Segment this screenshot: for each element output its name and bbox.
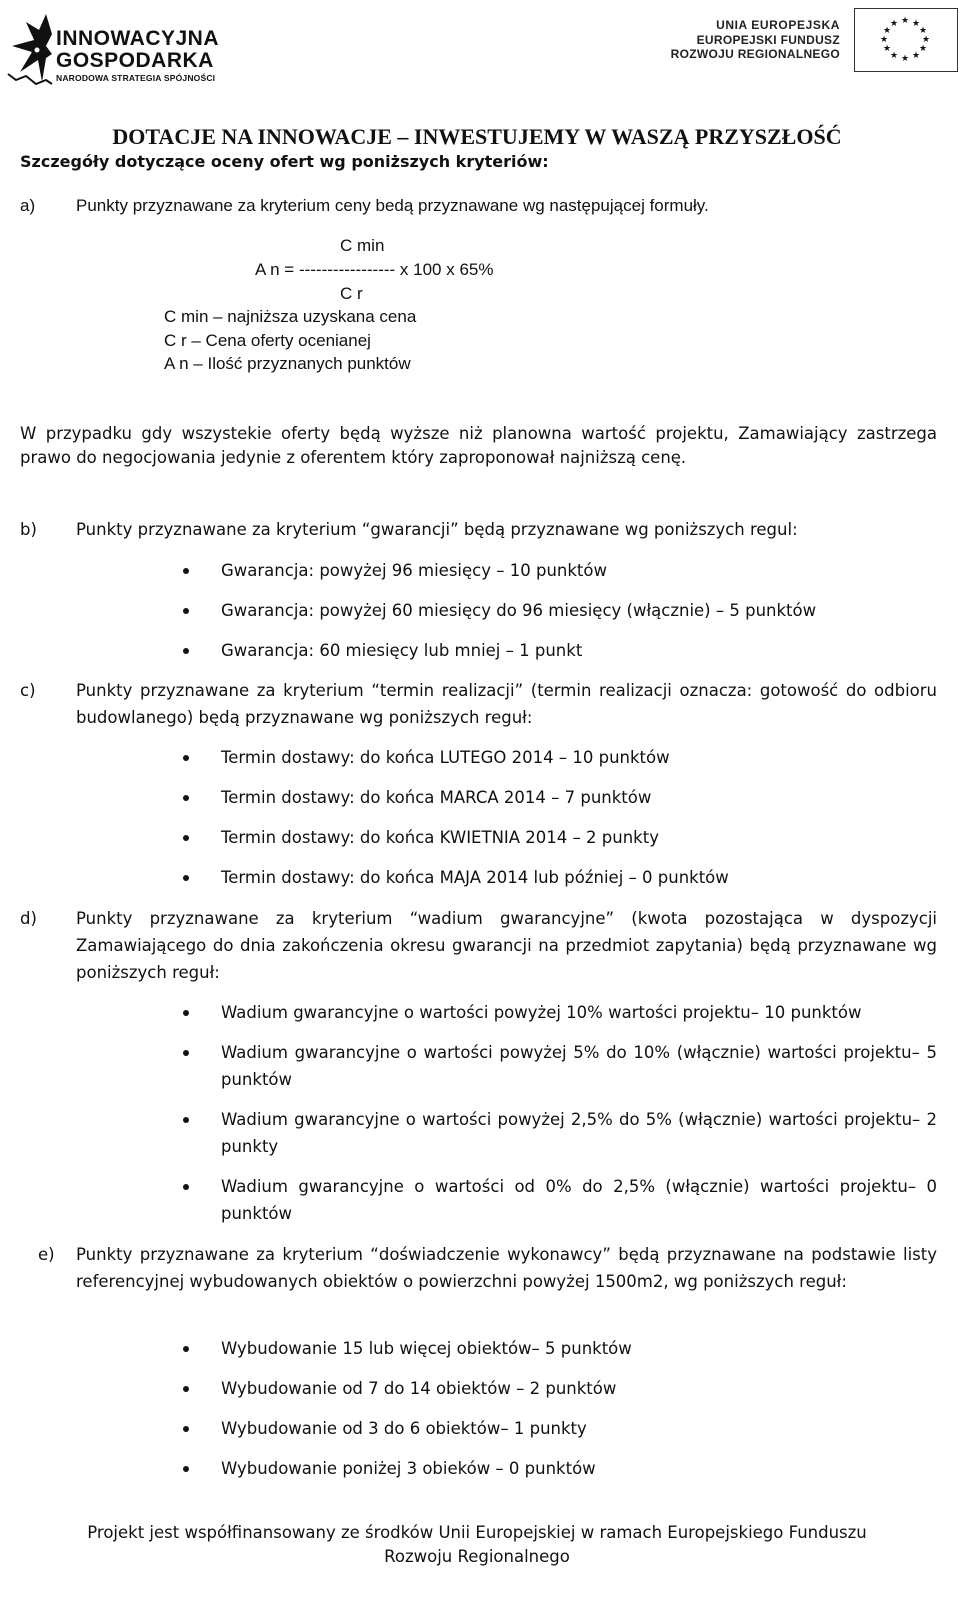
- list-item: Wadium gwarancyjne o wartości powyżej 2,5% do 5% (włącznie) wartości projektu– 2 punkty: [221, 1106, 937, 1160]
- page-subtitle: Szczegóły dotyczące oceny ofert wg poniższych kryteriów:: [20, 152, 549, 171]
- star-figure-icon: [6, 10, 54, 88]
- list-item: Termin dostawy: do końca MAJA 2014 lub później – 0 punktów: [221, 864, 937, 891]
- svg-text:★: ★: [911, 19, 921, 29]
- formula-legend-an: A n – Ilość przyznanych punktów: [164, 354, 411, 373]
- svg-text:★: ★: [882, 44, 892, 54]
- list-item: Wybudowanie od 3 do 6 obiektów– 1 punkty: [221, 1415, 937, 1442]
- formula-legend-cr: C r – Cena oferty ocenianej: [164, 331, 371, 350]
- footer-line1: Projekt jest współfinansowany ze środków Unii Europejskiej w ramach Europejskiego Funduszu: [87, 1523, 867, 1542]
- section-b-list: [221, 557, 937, 664]
- section-e-letter: e): [38, 1245, 55, 1264]
- eu-logo-line1: UNIA EUROPEJSKA: [716, 18, 840, 32]
- section-b-letter: b): [20, 520, 37, 539]
- list-item: Wybudowanie poniżej 3 obieków – 0 punktów: [221, 1455, 937, 1482]
- eu-logo-line3: ROZWOJU REGIONALNEGO: [670, 47, 840, 61]
- formula-expression: A n = ----------------- x 100 x 65%: [255, 260, 494, 279]
- formula-numerator: C min: [340, 236, 385, 255]
- svg-text:★: ★: [921, 35, 931, 45]
- logo-line-strategia: NARODOWA STRATEGIA SPÓJNOŚCI: [56, 73, 216, 83]
- list-item: Termin dostawy: do końca KWIETNIA 2014 – 2 punkty: [221, 824, 937, 851]
- list-item: Wybudowanie od 7 do 14 obiektów – 2 punktów: [221, 1375, 937, 1402]
- section-c-list: [221, 744, 937, 891]
- svg-text:★: ★: [889, 19, 899, 29]
- footer-line2: Rozwoju Regionalnego: [384, 1547, 570, 1566]
- list-item: Gwarancja: powyżej 60 miesięcy do 96 miesięcy (włącznie) – 5 punktów: [221, 597, 937, 624]
- section-c-letter: c): [20, 681, 36, 700]
- page-title: DOTACJE NA INNOWACJE – INWESTUJEMY W WASZĄ PRZYSZŁOŚĆ: [112, 124, 842, 149]
- eu-fund-logo: [670, 8, 952, 72]
- section-d-text: Punkty przyznawane za kryterium “wadium gwarancyjne” (kwota pozostająca w dyspozycji Zamawiającego do dnia zakończenia okresu gwarancji na przedmiot zapytania) będą przyznawane wg poniższych reguł:: [76, 909, 937, 982]
- svg-text:★: ★: [879, 35, 889, 45]
- list-item: Wybudowanie 15 lub więcej obiektów– 5 punktów: [221, 1335, 937, 1362]
- section-d-letter: d): [20, 909, 37, 928]
- list-item: Wadium gwarancyjne o wartości od 0% do 2,5% (włącznie) wartości projektu– 0 punktów: [221, 1173, 937, 1227]
- section-b-text: Punkty przyznawane za kryterium “gwarancji” będą przyznawane wg poniższych regul:: [76, 520, 798, 539]
- section-d-list: [221, 999, 937, 1227]
- svg-text:★: ★: [918, 44, 928, 54]
- eu-flag-icon: [854, 8, 958, 72]
- formula-legend-cmin: C min – najniższa uzyskana cena: [164, 307, 417, 326]
- formula-denominator: C r: [340, 284, 363, 303]
- logo-line-innowacyjna: INNOWACYJNA: [56, 27, 220, 50]
- list-item: Gwarancja: 60 miesięcy lub mniej – 1 punkt: [221, 637, 937, 664]
- section-e-text: Punkty przyznawane za kryterium “doświadczenie wykonawcy” będą przyznawane na podstawie listy referencyjnej wybudowanych obiektów o powierzchni powyżej 1500m2, wg poniższych reguł:: [76, 1245, 937, 1291]
- section-a-text: Punkty przyznawane za kryterium ceny bedą przyznawane wg następującej formuły.: [76, 196, 709, 215]
- list-item: Termin dostawy: do końca LUTEGO 2014 – 10 punktów: [221, 744, 937, 771]
- svg-text:★: ★: [911, 51, 921, 61]
- list-item: Gwarancja: powyżej 96 miesięcy – 10 punktów: [221, 557, 937, 584]
- section-c-text: Punkty przyznawane za kryterium “termin realizacji” (termin realizacji oznacza: gotowość do odbioru budowlanego) będą przyznawane wg poniższych reguł:: [76, 681, 937, 727]
- innowacyjna-gospodarka-logo: [6, 10, 256, 88]
- section-a-note: W przypadku gdy wszystekie oferty będą wyższe niż planowna wartość projektu, Zamawiający zastrzega prawo do negocjowania jedynie z oferentem który zaproponował najniższą cenę.: [20, 424, 937, 467]
- list-item: Termin dostawy: do końca MARCA 2014 – 7 punktów: [221, 784, 937, 811]
- svg-text:★: ★: [889, 51, 899, 61]
- section-a-letter: a): [20, 196, 36, 215]
- section-e-list: [221, 1335, 937, 1482]
- svg-text:★: ★: [900, 16, 910, 26]
- logo-line-gospodarka: GOSPODARKA: [56, 49, 214, 72]
- page-footer: [0, 1521, 954, 1569]
- svg-text:★: ★: [918, 26, 928, 36]
- eu-logo-line2: EUROPEJSKI FUNDUSZ: [696, 33, 840, 47]
- list-item: Wadium gwarancyjne o wartości powyżej 10% wartości projektu– 10 punktów: [221, 999, 937, 1026]
- list-item: Wadium gwarancyjne o wartości powyżej 5% do 10% (włącznie) wartości projektu– 5 punktów: [221, 1039, 937, 1093]
- svg-text:★: ★: [882, 26, 892, 36]
- svg-text:★: ★: [900, 54, 910, 64]
